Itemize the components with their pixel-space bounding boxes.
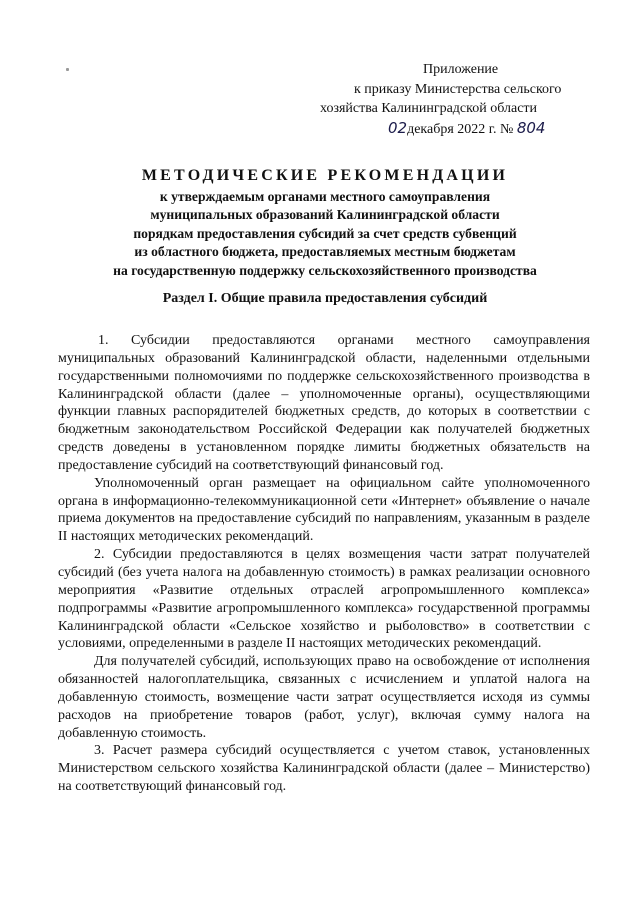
- paragraph: Уполномоченный орган размещает на официальном сайте уполномоченного органа в информационно-телекоммуникационной сети «Интернет» объявление о начале приема документов на предоставление субсидий по направлениям, указанным в разделе II настоящих методических рекомендаций.: [58, 475, 590, 545]
- subtitle-line: порядкам предоставления субсидий за счет средств субвенций: [133, 225, 517, 241]
- subtitle-line: из областного бюджета, предоставляемых местным бюджетам: [134, 244, 516, 260]
- document-body: [58, 332, 590, 796]
- title-main: МЕТОДИЧЕСКИЕ РЕКОМЕНДАЦИИ: [141, 167, 509, 184]
- title-subtitle: [60, 188, 590, 280]
- date-text: декабря 2022 г. №: [407, 121, 514, 137]
- appendix-order-line: к приказу Министерства сельского: [354, 81, 562, 97]
- handwritten-day: 02: [388, 118, 408, 137]
- appendix-date-line: [318, 119, 578, 140]
- appendix-header: [318, 60, 578, 139]
- handwritten-number: 804: [516, 118, 546, 137]
- scan-speck: [66, 68, 69, 71]
- document-title: [60, 166, 590, 280]
- paragraph: Для получателей субсидий, использующих право на освобождение от исполнения обязанностей налогоплательщика, связанных с исчислением и уплатой налога на добавленную стоимость, возмещение части затрат осуществляется исходя из суммы расходов на приобретение товаров (работ, услуг), включая сумму налога на добавленную стоимость.: [58, 654, 590, 741]
- paragraph: 1. Субсидии предоставляются органами местного самоуправления муниципальных образований Калининградской области, наделенными отдельными государственными полномочиями по поддержке сельскохозяйственного производства в Калининградской области (далее – уполномоченные органы), осуществляющими функции главных распорядителей бюджетных средств, до которых в соответствии с бюджетным законодательством Российской Федерации как получателей бюджетных средств доведены в установленном порядке лимиты бюджетных обязательств на предоставление субсидий на соответствующий финансовый год.: [58, 333, 590, 473]
- subtitle-line: к утверждаемым органами местного самоуправления: [159, 189, 491, 204]
- section-heading: Раздел I. Общие правила предоставления субсидий: [162, 291, 488, 306]
- appendix-label: Приложение: [423, 62, 499, 77]
- subtitle-line: муниципальных образований Калининградской области: [150, 207, 500, 223]
- subtitle-line: на государственную поддержку сельскохозяйственного производства: [113, 262, 537, 278]
- paragraph: 3. Расчет размера субсидий осуществляется с учетом ставок, установленных Министерством сельского хозяйства Калининградской области (далее – Министерство) на соответствующий финансовый год.: [58, 743, 590, 795]
- appendix-ministry-line: хозяйства Калининградской области: [320, 101, 538, 116]
- paragraph: 2. Субсидии предоставляются в целях возмещения части затрат получателей субсидий (без учета налога на добавленную стоимость) в рамках реализации основного мероприятия «Развитие отдельных отраслей агропромышленного комплекса» подпрограммы «Развитие агропромышленного комплекса» государственной программы Калининградской области «Сельское хозяйство и рыболовство» в соответствии с условиями, определенными в разделе II настоящих методических рекомендаций.: [58, 547, 590, 652]
